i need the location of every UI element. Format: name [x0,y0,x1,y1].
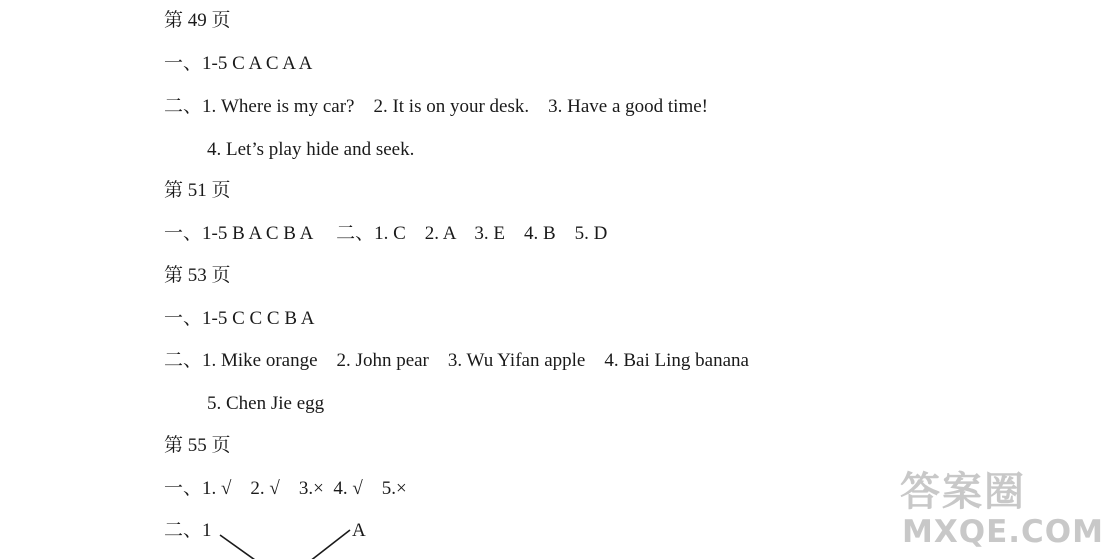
answer-line: 二、1. Where is my car? 2. It is on your desk. 3. Have a good time! [164,96,709,117]
matching-right-label: A [352,520,366,541]
answer-line: 一、1-5 C C C B A [164,308,315,329]
page-heading-49: 第 49 页 [164,10,231,31]
answer-line: 一、1-5 C A C A A [164,53,313,74]
answer-line: 二、1. Mike orange 2. John pear 3. Wu Yifan apple 4. Bai Ling banana [164,350,749,371]
watermark-url: MXQE.COM [902,514,1104,550]
page-heading-53: 第 53 页 [164,265,231,286]
match-line-2 [305,530,350,559]
page-heading-51: 第 51 页 [164,180,231,201]
watermark-logo: 答案圈 [900,469,1026,515]
page-heading-55: 第 55 页 [164,435,231,456]
watermark [900,456,1104,556]
answer-line: 5. Chen Jie egg [207,393,325,414]
matching-left-label: 二、1 [164,520,212,541]
answer-line: 4. Let’s play hide and seek. [207,139,415,160]
match-line-1 [220,535,262,559]
answer-line: 一、1. √ 2. √ 3.× 4. √ 5.× [164,478,407,499]
answer-line: 一、1-5 B A C B A 二、1. C 2. A 3. E 4. B 5. D [164,223,608,244]
